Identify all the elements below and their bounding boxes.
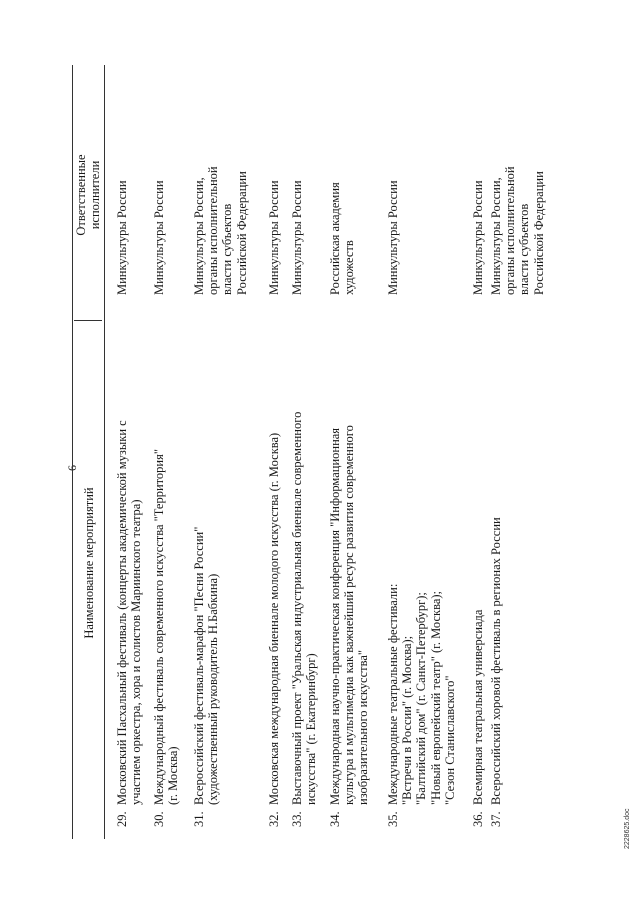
event-title: Всемирная театральная универсиада <box>471 609 485 805</box>
row-number: 31. <box>192 811 206 827</box>
event-title: Всероссийский хоровой фестиваль в регионах России <box>489 517 503 805</box>
responsible-party: Минкультуры России, органы исполнительной власти субъектов Российской Федерации <box>489 166 546 295</box>
row-number: 37. <box>489 811 503 827</box>
row-number: 36. <box>471 811 485 827</box>
responsible-party: Российская академия художеств <box>328 182 357 295</box>
event-title: Выставочный проект "Уральская индустриальная биеннале современного искусства" (г. Екатеринбург) <box>290 411 319 805</box>
row-number: 32. <box>267 811 281 827</box>
rotated-document-page <box>62 55 631 855</box>
responsible-party: Минкультуры России <box>290 180 304 295</box>
header-name-column: Наименование мероприятий <box>82 487 96 639</box>
event-title: Всероссийский фестиваль-марафон "Песни России" (художественный руководитель Н.Бабкина) <box>192 526 221 805</box>
header-responsible-column: Ответственные исполнители <box>74 154 102 236</box>
responsible-party: Минкультуры России <box>267 180 281 295</box>
row-number: 30. <box>152 811 166 827</box>
row-number: 29. <box>115 811 129 827</box>
responsible-party: Минкультуры России <box>471 180 485 295</box>
row-number: 34. <box>328 811 342 827</box>
row-number: 33. <box>290 811 304 827</box>
row-number: 35. <box>386 811 400 827</box>
event-title: Международная научно-практическая конференция "Информационная культура и мультимедиа как важнейший ресурс развития современного изобразительного искусства" <box>328 425 371 805</box>
event-title: Международный фестиваль современного искусства "Территория" (г. Москва) <box>152 449 181 805</box>
responsible-party: Минкультуры России, органы исполнительной власти субъектов Российской Федерации <box>192 166 249 295</box>
event-title: Международные театральные фестивали: "Встречи в России" (г. Москва); "Балтийский дом" (г. Санкт-Петербург); "Новый европейский театр" (г. Москва); "Сезон Станиславского" <box>386 583 457 805</box>
page-number: 6 <box>65 465 79 471</box>
document-footer: 2228625.doc <box>624 808 631 849</box>
responsible-party: Минкультуры России <box>152 180 166 295</box>
responsible-party: Минкультуры России <box>386 180 400 295</box>
event-title: Московская международная биеннале молодого искусства (г. Москва) <box>267 432 281 805</box>
responsible-party: Минкультуры России <box>115 180 129 295</box>
table-top-rule <box>72 65 73 839</box>
header-bottom-rule <box>104 65 105 839</box>
event-title: Московский Пасхальный фестиваль (концерты академической музыки с участием оркестра, хора и солистов Мариинского театра) <box>115 420 144 805</box>
